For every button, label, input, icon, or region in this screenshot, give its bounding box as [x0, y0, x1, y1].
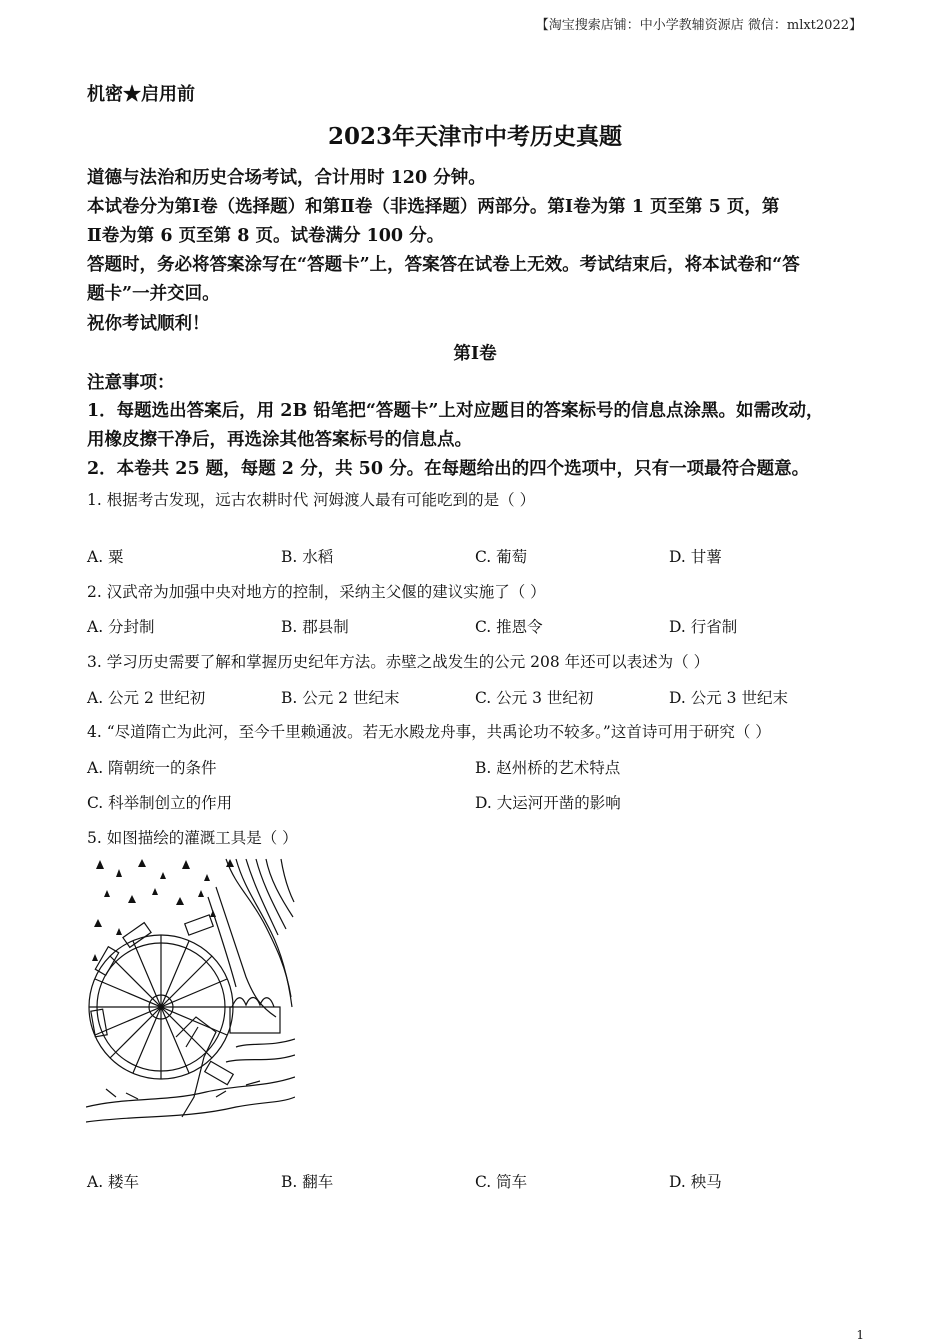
question-stem: 4. “尽道隋亡为此河，至今千里赖通波。若无水殿龙舟事，共禹论功不较多。”这首诗可用于研究（ ）: [87, 723, 771, 741]
page-title: 2023年天津市中考历史真题: [327, 123, 622, 150]
option-a: A. 隋朝统一的条件: [87, 759, 217, 777]
option-d: D. 秧马: [669, 1173, 722, 1191]
option-c: C. 葡萄: [475, 548, 528, 566]
intro-line: 本试卷分为第Ⅰ卷（选择题）和第Ⅱ卷（非选择题）两部分。第Ⅰ卷为第 1 页至第 5 页，第: [87, 197, 780, 217]
notes-heading: 注意事项：: [87, 373, 175, 393]
intro-line: Ⅱ卷为第 6 页至第 8 页。试卷满分 100 分。: [87, 226, 445, 246]
notes-item: 2．本卷共 25 题，每题 2 分，共 50 分。在每题给出的四个选项中，只有一项最符合题意。: [87, 459, 810, 479]
option-b: B. 公元 2 世纪末: [281, 689, 400, 707]
question-stem: 3. 学习历史需要了解和掌握历史纪年方法。赤壁之战发生的公元 208 年还可以表述为（ ）: [87, 653, 710, 671]
option-d: D. 公元 3 世纪末: [669, 689, 788, 707]
header-shop-text: 【淘宝搜索店铺：中小学教辅资源店 微信：mlxt2022】: [535, 18, 862, 33]
option-c: C. 科举制创立的作用: [87, 794, 233, 812]
confidential-label: 机密★启用前: [87, 84, 195, 105]
option-c: C. 推恩令: [475, 618, 543, 636]
question-stem: 1. 根据考古发现，远古农耕时代 河姆渡人最有可能吃到的是（ ）: [87, 491, 536, 509]
option-a: A. 公元 2 世纪初: [87, 689, 206, 707]
notes-item: 用橡皮擦干净后，再选涂其他答案标号的信息点。: [87, 430, 472, 450]
option-a: A. 耧车: [87, 1173, 140, 1191]
notes-item: 1．每题选出答案后，用 2B 铅笔把“答题卡”上对应题目的答案标号的信息点涂黑。如需改动，: [87, 401, 824, 421]
option-b: B. 翻车: [281, 1173, 334, 1191]
option-c: C. 公元 3 世纪初: [475, 689, 594, 707]
option-b: B. 郡县制: [281, 618, 349, 636]
irrigation-tool-illustration: [86, 857, 295, 1133]
intro-line: 题卡”一并交回。: [87, 284, 220, 304]
intro-line: 道德与法治和历史合场考试，合计用时 120 分钟。: [87, 168, 486, 188]
option-c: C. 筒车: [475, 1173, 528, 1191]
intro-line: 答题时，务必将答案涂写在“答题卡”上，答案答在试卷上无效。考试结束后，将本试卷和“答: [87, 255, 800, 275]
intro-line: 祝你考试顺利！: [87, 314, 210, 334]
option-d: D. 行省制: [669, 618, 738, 636]
option-d: D. 甘薯: [669, 548, 722, 566]
option-d: D. 大运河开凿的影响: [475, 794, 621, 812]
option-a: A. 粟: [87, 548, 124, 566]
volume-label: 第Ⅰ卷: [453, 344, 497, 364]
question-stem: 5. 如图描绘的灌溉工具是（ ）: [87, 829, 298, 847]
option-b: B. 赵州桥的艺术特点: [475, 759, 621, 777]
option-b: B. 水稻: [281, 548, 334, 566]
page-number: 1: [856, 1328, 864, 1342]
question-stem: 2. 汉武帝为加强中央对地方的控制，采纳主父偃的建议实施了（ ）: [87, 583, 546, 601]
option-a: A. 分封制: [87, 618, 155, 636]
